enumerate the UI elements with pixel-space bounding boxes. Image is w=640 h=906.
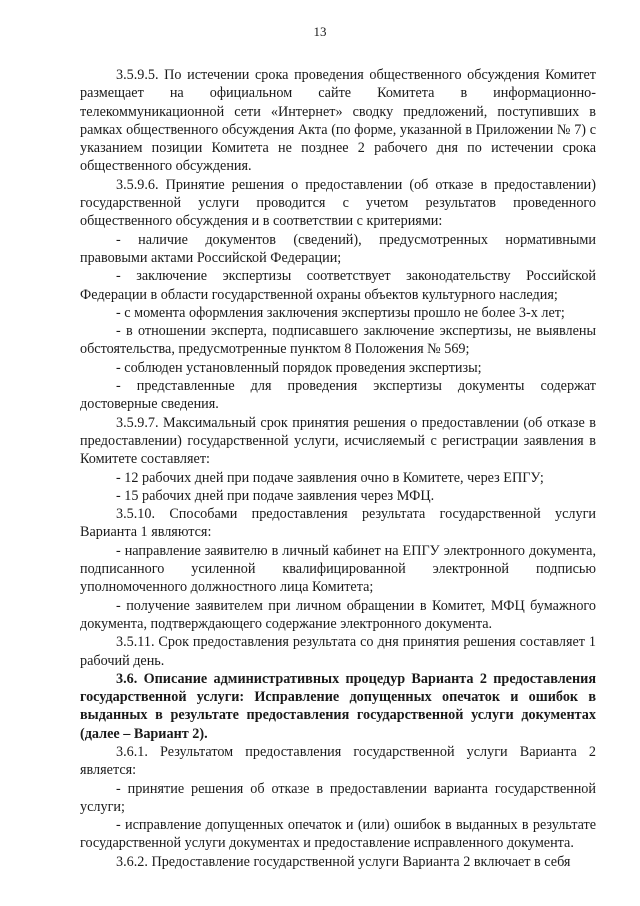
criteria-item: - соблюден установленный порядок проведения экспертизы; (116, 359, 482, 376)
criteria-item: - заключение экспертизы соответствует законодательству Российской Федерации в области государственной охраны объектов культурного наследия; (80, 268, 596, 303)
result-item: - исправление допущенных опечаток и (или) ошибок в выданных в результате государственной услуги документах и предоставление исправленного документа. (80, 817, 596, 852)
criteria-item: - с момента оформления заключения экспертизы прошло не более 3-х лет; (116, 304, 565, 321)
method-item: - направление заявителю в личный кабинет на ЕПГУ электронного документа, подписанного усиленной квалифицированной электронной подписью уполномоченного должностного лица Комитета; (80, 542, 596, 596)
criteria-item: - в отношении эксперта, подписавшего заключение экспертизы, не выявлены обстоятельства, предусмотренные пунктом 8 Положения № 569; (80, 323, 596, 358)
result-item: - принятие решения об отказе в предоставлении варианта государственной услуги; (80, 780, 596, 815)
term-item: - 12 рабочих дней при подаче заявления очно в Комитете, через ЕПГУ; (116, 469, 544, 486)
paragraph-3-5-9-5: 3.5.9.5. По истечении срока проведения общественного обсуждения Комитет размещает на официальном сайте Комитета в информационно-телекоммуникационной сети «Интернет» сводку предложений, поступивших в рамках общественного обсуждения Акта (по форме, указанной в Приложении № 7) с указанием позиции Комитета не позднее 2 рабочего дня по истечении срока общественного обсуждения. (80, 67, 596, 175)
document-body (80, 66, 596, 871)
criteria-item: - представленные для проведения экспертизы документы содержат достоверные сведения. (80, 378, 596, 413)
paragraph-3-6-1: 3.6.1. Результатом предоставления государственной услуги Варианта 2 является: (80, 743, 596, 779)
criteria-item: - наличие документов (сведений), предусмотренных нормативными правовыми актами Российской Федерации; (80, 231, 596, 266)
page-number: 13 (313, 24, 327, 39)
section-heading-3-6: 3.6. Описание административных процедур Варианта 2 предоставления государственной услуги: Исправление допущенных опечаток и ошибок в выданных в результате предоставления государственной услуги документах (далее – Вариант 2). (80, 670, 596, 742)
term-item: - 15 рабочих дней при подаче заявления через МФЦ. (116, 487, 435, 504)
paragraph-3-5-9-6: 3.5.9.6. Принятие решения о предоставлении (об отказе в предоставлении) государственной услуги проводится с учетом результатов проведенного общественного обсуждения и в соответствии с критериями: (80, 176, 596, 230)
method-item: - получение заявителем при личном обращении в Комитет, МФЦ бумажного документа, подтверждающего содержание электронного документа. (80, 597, 596, 632)
paragraph-3-5-10: 3.5.10. Способами предоставления результата государственной услуги Варианта 1 являются: (80, 506, 596, 541)
paragraph-3-5-11: 3.5.11. Срок предоставления результата со дня принятия решения составляет 1 рабочий день. (80, 634, 596, 669)
paragraph-3-6-2: 3.6.2. Предоставление государственной услуги Варианта 2 включает в себя (116, 853, 571, 870)
paragraph-3-5-9-7: 3.5.9.7. Максимальный срок принятия решения о предоставлении (об отказе в предоставлении) государственной услуги, исчисляемый с регистрации заявления в Комитете составляет: (80, 414, 596, 468)
